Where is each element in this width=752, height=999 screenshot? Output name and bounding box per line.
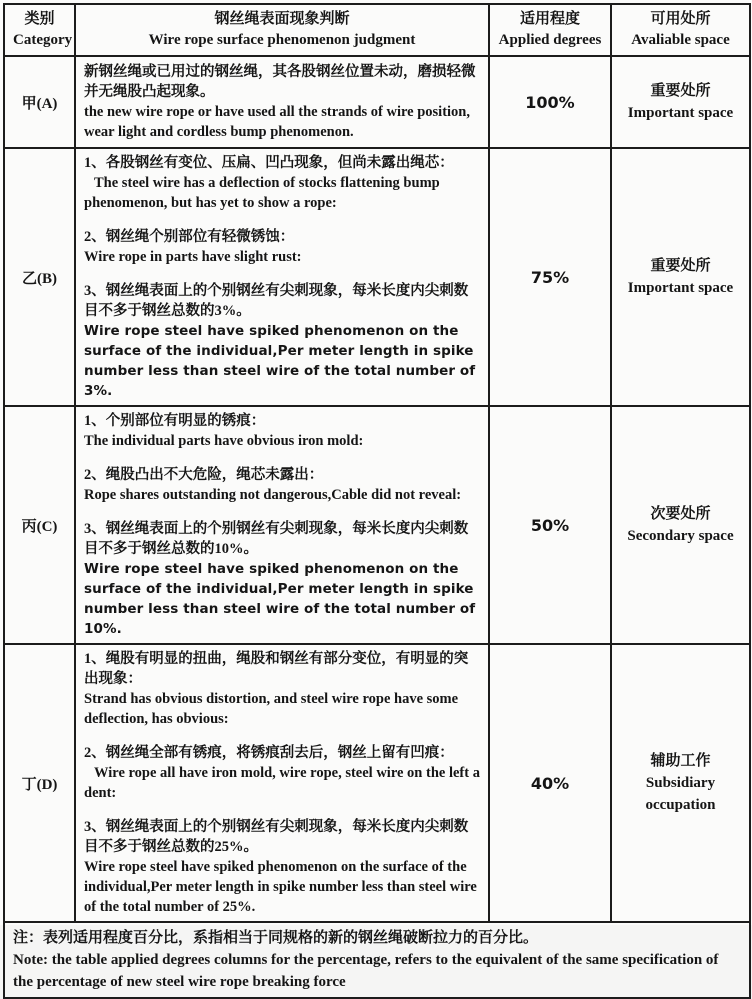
space-cell-c	[611, 406, 750, 644]
judgment-item-en: Wire rope in parts have slight rust:	[84, 249, 302, 265]
note-cn: 注：表列适用程度百分比，系指相当于同规格的新的钢丝绳破断拉力的百分比。	[13, 930, 539, 946]
space-cell-b	[611, 148, 750, 406]
header-degrees	[489, 4, 611, 56]
judgment-item	[84, 519, 480, 639]
judgment-item-cn: 3、钢丝绳表面上的个别钢丝有尖刺现象，每米长度内尖刺数目不多于钢丝总数的3%。	[84, 283, 469, 319]
judgment-item-cn: 2、钢丝绳个别部位有轻微锈蚀：	[84, 229, 295, 245]
header-category-en: Category	[13, 32, 73, 48]
judgment-item-en: The individual parts have obvious iron mold:	[84, 433, 364, 449]
table-note-row	[4, 922, 750, 998]
judgment-item-cn: 2、钢丝绳全部有锈痕，将锈痕刮去后，钢丝上留有凹痕：	[84, 745, 454, 761]
judgment-item-cn: 新钢丝绳或已用过的钢丝绳，其各股钢丝位置未动，磨损轻微并无绳股凸起现象。	[84, 64, 476, 100]
judgment-item-cn: 1、各股钢丝有变位、压扁、凹凸现象，但尚未露出绳芯：	[84, 155, 454, 171]
header-space-en: Avaliable space	[631, 32, 730, 48]
header-judgment-en: Wire rope surface phenomenon judgment	[148, 32, 416, 48]
judgment-item-cn: 2、绳股凸出不大危险，绳芯未露出：	[84, 467, 324, 483]
wire-rope-spec-table	[3, 3, 751, 999]
judgment-item	[84, 227, 480, 267]
judgment-item	[84, 817, 480, 917]
degree-value-a: 100%	[489, 56, 611, 148]
judgment-cell-a	[75, 56, 489, 148]
judgment-item-en: Rope shares outstanding not dangerous,Cable did not reveal:	[84, 487, 462, 503]
judgment-cell-b	[75, 148, 489, 406]
judgment-item	[84, 62, 480, 142]
note-cell	[4, 922, 750, 998]
table-row-b	[4, 148, 750, 406]
judgment-item	[84, 281, 480, 401]
table-row-c	[4, 406, 750, 644]
space-en-b: Important space	[627, 280, 734, 296]
judgment-item-en: Wire rope steel have spiked phenomenon on the surface of the individual,Per meter length in spike number less than steel wire of the total number of 10%.	[84, 561, 476, 637]
judgment-item-en: Strand has obvious distortion, and steel wire rope have some deflection, has obvious:	[84, 691, 459, 727]
space-cn-c: 次要处所	[650, 506, 711, 522]
category-label-b: 乙(B)	[4, 148, 75, 406]
header-degrees-cn: 适用程度	[519, 11, 580, 27]
judgment-cell-c	[75, 406, 489, 644]
judgment-item-cn: 1、绳股有明显的扭曲，绳股和钢丝有部分变位，有明显的突出现象：	[84, 651, 469, 687]
header-judgment	[75, 4, 489, 56]
space-en-d: Subsidiary occupation	[645, 775, 716, 813]
category-label-a: 甲(A)	[4, 56, 75, 148]
header-degrees-en: Applied degrees	[498, 32, 602, 48]
space-cn-a: 重要处所	[650, 83, 711, 99]
space-en-c: Secondary space	[627, 528, 734, 544]
header-space-cn: 可用处所	[650, 11, 711, 27]
judgment-cell-d	[75, 644, 489, 922]
category-label-d: 丁(D)	[4, 644, 75, 922]
judgment-item-en: The steel wire has a deflection of stocks flattening bump phenomenon, but has yet to show a rope:	[84, 175, 440, 211]
judgment-item-en: the new wire rope or have used all the strands of wire position, wear light and cordless bump phenomenon.	[84, 104, 470, 140]
judgment-item-en: Wire rope all have iron mold, wire rope, steel wire on the left a dent:	[84, 765, 480, 801]
space-cell-d	[611, 644, 750, 922]
judgment-item	[84, 153, 480, 213]
judgment-item	[84, 743, 480, 803]
space-cell-a	[611, 56, 750, 148]
degree-value-b: 75%	[489, 148, 611, 406]
judgment-item-en: Wire rope steel have spiked phenomenon on the surface of the individual,Per meter length in spike number less than steel wire of the total number of 25%.	[84, 859, 477, 915]
space-en-a: Important space	[627, 105, 734, 121]
table-header-row	[4, 4, 750, 56]
judgment-item-en: Wire rope steel have spiked phenomenon on the surface of the individual,Per meter length in spike number less than steel wire of the total number of 3%.	[84, 323, 476, 399]
header-judgment-cn: 钢丝绳表面现象判断	[214, 11, 350, 27]
judgment-item	[84, 411, 480, 451]
judgment-item-cn: 1、个别部位有明显的锈痕：	[84, 413, 266, 429]
space-cn-b: 重要处所	[650, 258, 711, 274]
judgment-item-cn: 3、钢丝绳表面上的个别钢丝有尖刺现象，每米长度内尖刺数目不多于钢丝总数的25%。	[84, 819, 469, 855]
category-label-c: 丙(C)	[4, 406, 75, 644]
judgment-item	[84, 649, 480, 729]
table-row-d	[4, 644, 750, 922]
header-space	[611, 4, 750, 56]
table-row-a	[4, 56, 750, 148]
header-category	[4, 4, 75, 56]
note-en: Note: the table applied degrees columns for the percentage, refers to the equivalent of the same specification of the percentage of new steel wire rope breaking force	[13, 952, 719, 990]
judgment-item	[84, 465, 480, 505]
header-category-cn: 类别	[24, 11, 55, 27]
degree-value-c: 50%	[489, 406, 611, 644]
judgment-item-cn: 3、钢丝绳表面上的个别钢丝有尖刺现象，每米长度内尖刺数目不多于钢丝总数的10%。	[84, 521, 469, 557]
space-cn-d: 辅助工作	[650, 753, 711, 769]
degree-value-d: 40%	[489, 644, 611, 922]
